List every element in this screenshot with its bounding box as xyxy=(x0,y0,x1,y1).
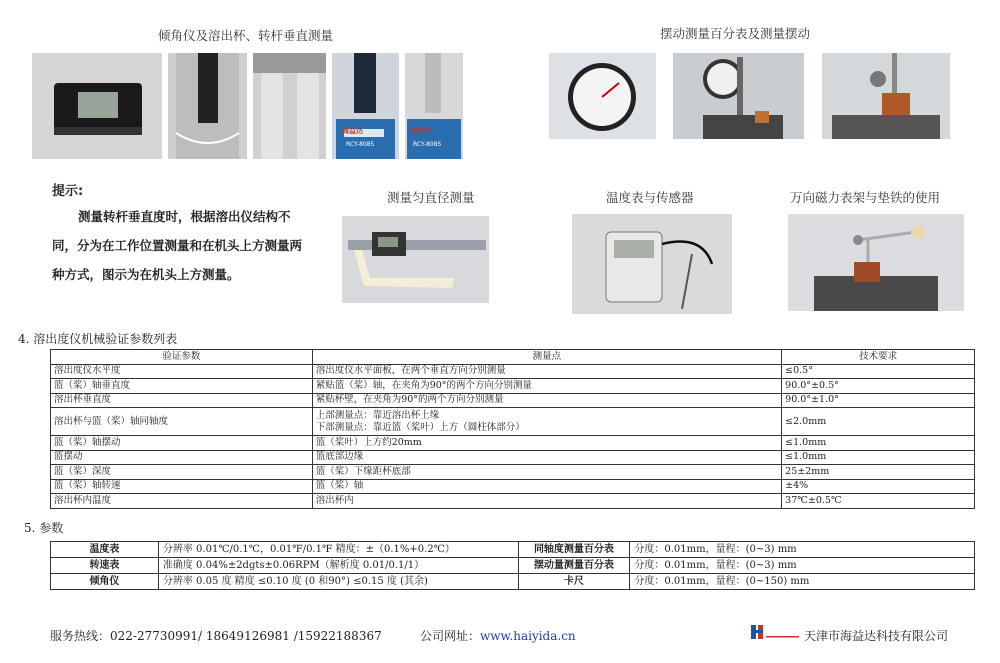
cell-requirement: ≤0.5° xyxy=(782,364,975,379)
cell-point-upper: 上部测量点：靠近溶出杯上缘 xyxy=(315,409,440,421)
instrument-spec: 分度：0.01mm，量程：(0~3) mm xyxy=(630,542,975,558)
magnetic-stand-photo xyxy=(822,53,950,139)
shaft-level-photo-1 xyxy=(332,53,399,159)
section-4-title: 4. 溶出度仪机械验证参数列表 xyxy=(18,332,178,346)
cell-requirement: 37℃±0.5℃ xyxy=(782,494,975,509)
caption-magnetic-base: 万向磁力表架与垫铁的使用 xyxy=(790,190,941,205)
cell-requirement: ≤1.0mm xyxy=(782,436,975,451)
header-param: 验证参数 xyxy=(51,350,313,365)
table-row xyxy=(51,436,975,451)
photo-brand-label: 海益达 xyxy=(342,127,363,135)
cell-param: 溶出度仪水平度 xyxy=(51,364,313,379)
instrument-spec: 分辨率 0.01℃/0.1℃，0.01℉/0.1℉ 精度：±（0.1%+0.2℃） xyxy=(158,542,518,558)
runout-measure-photo xyxy=(673,53,804,139)
dial-indicator-photo xyxy=(549,53,656,139)
service-hotline: 服务热线：022-27730991/ 18649126981 /15922188367 xyxy=(50,629,382,643)
table-row xyxy=(51,542,975,558)
table-row xyxy=(51,465,975,480)
cell-param: 篮（桨）轴摆动 xyxy=(51,436,313,451)
vessel-photo-2 xyxy=(253,53,326,159)
website-link[interactable]: www.haiyida.cn xyxy=(480,629,576,643)
table-header-row xyxy=(51,350,975,365)
inclinometer-photo xyxy=(32,53,162,159)
company-logo xyxy=(751,623,801,641)
cell-point: 紧贴杯壁，在夹角为90°的两个方向分别测量 xyxy=(312,393,781,408)
header-point: 测量点 xyxy=(312,350,781,365)
instrument-spec: 分辨率 0.05 度 精度 ≤0.10 度 (0 和90°) ≤0.15 度 (其余) xyxy=(158,574,518,590)
cell-requirement: 25±2mm xyxy=(782,465,975,480)
vessel-photo-1 xyxy=(168,53,247,159)
cell-param: 溶出杯与篮（桨）轴同轴度 xyxy=(51,408,313,436)
thermometer-photo xyxy=(572,214,732,314)
cell-requirement: 90.0°±0.5° xyxy=(782,379,975,394)
caption-inclinometer: 倾角仪及溶出杯、转杆垂直测量 xyxy=(158,28,334,43)
caption-runout: 摆动测量百分表及测量摆动 xyxy=(660,26,811,41)
verification-table xyxy=(50,349,975,509)
logo-icon xyxy=(751,623,801,641)
hint-title: 提示: xyxy=(52,184,84,199)
cell-param: 篮（桨）深度 xyxy=(51,465,313,480)
company-name: 天津市海益达科技有限公司 xyxy=(804,629,949,643)
cell-requirement: ±4% xyxy=(782,479,975,494)
table-row xyxy=(51,364,975,379)
cell-requirement: ≤1.0mm xyxy=(782,450,975,465)
instrument-spec-table xyxy=(50,541,975,590)
caption-caliper: 测量匀直径测量 xyxy=(387,190,475,205)
table-row xyxy=(51,479,975,494)
website-label: 公司网址： xyxy=(420,629,481,643)
cell-point: 篮（桨叶）上方约20mm xyxy=(312,436,781,451)
cell-param: 篮摆动 xyxy=(51,450,313,465)
cell-param: 篮（桨）轴垂直度 xyxy=(51,379,313,394)
website xyxy=(420,627,576,644)
instrument-spec: 分度：0.01mm，量程：(0~3) mm xyxy=(630,558,975,574)
table-row xyxy=(51,379,975,394)
instrument-name: 温度表 xyxy=(51,542,159,558)
cell-requirement: ≤2.0mm xyxy=(782,408,975,436)
instrument-name: 同轴度测量百分表 xyxy=(518,542,630,558)
photo-brand-label-2: 海益达 xyxy=(411,127,432,135)
hint-body: 测量转杆垂直度时，根据溶出仪结构不同，分为在工作位置测量和在机头上方测量两种方式，图示为在机头上方测量。 xyxy=(52,209,303,282)
photo-model-label-2: RCY-8085 xyxy=(413,141,442,148)
table-row xyxy=(51,494,975,509)
cell-point: 溶出杯内 xyxy=(312,494,781,509)
instrument-name: 倾角仪 xyxy=(51,574,159,590)
table-row xyxy=(51,574,975,590)
cell-param: 篮（桨）轴转速 xyxy=(51,479,313,494)
section-5-title: 5. 参数 xyxy=(24,521,64,535)
cell-point-lower: 下部测量点：靠近篮（桨叶）上方（圆柱体部分） xyxy=(315,421,525,433)
shaft-level-photo-2 xyxy=(405,53,463,159)
cell-point: 篮（桨）下缘距杯底部 xyxy=(312,465,781,480)
header-requirement: 技术要求 xyxy=(782,350,975,365)
instrument-spec: 分度：0.01mm，量程：(0~150) mm xyxy=(630,574,975,590)
table-row xyxy=(51,558,975,574)
cell-point: 紧贴篮（桨）轴，在夹角为90°的两个方向分别测量 xyxy=(312,379,781,394)
instrument-name: 转速表 xyxy=(51,558,159,574)
cell-point: 篮底部边缘 xyxy=(312,450,781,465)
cell-point: 篮（桨）轴 xyxy=(312,479,781,494)
cell-param: 溶出杯内温度 xyxy=(51,494,313,509)
magnetic-base-photo xyxy=(788,214,964,311)
table-row xyxy=(51,450,975,465)
instrument-name: 摆动量测量百分表 xyxy=(518,558,630,574)
instrument-spec: 准确度 0.04%±2dgts±0.06RPM（解析度 0.01/0.1/1） xyxy=(158,558,518,574)
table-row xyxy=(51,408,975,436)
cell-requirement: 90.0°±1.0° xyxy=(782,393,975,408)
instrument-name: 卡尺 xyxy=(518,574,630,590)
table-row xyxy=(51,393,975,408)
photo-model-label: RCY-8085 xyxy=(346,141,375,148)
caption-thermometer: 温度表与传感器 xyxy=(606,190,694,205)
caliper-photo xyxy=(342,216,489,303)
cell-point xyxy=(312,408,781,436)
cell-param: 溶出杯垂直度 xyxy=(51,393,313,408)
cell-point: 溶出度仪水平面板，在两个垂直方向分别测量 xyxy=(312,364,781,379)
